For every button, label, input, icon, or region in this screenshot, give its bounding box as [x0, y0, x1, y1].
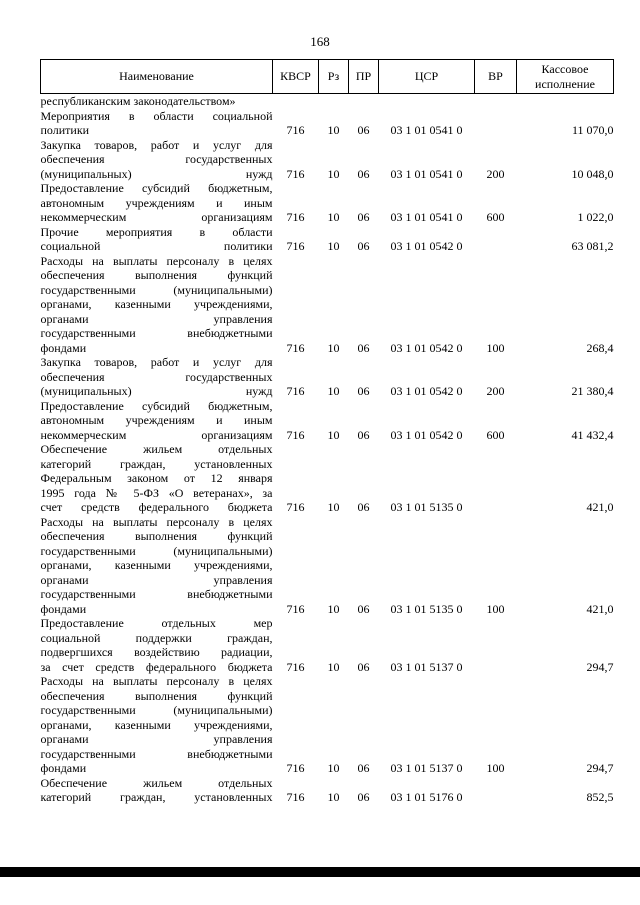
row-vr: 200 — [486, 166, 505, 181]
row-pr: 06 — [357, 123, 370, 137]
row-vr: 100 — [486, 601, 505, 616]
row-amount — [517, 94, 614, 109]
row-rz: 10 — [327, 427, 340, 442]
row-pr — [349, 94, 379, 109]
row-name-line: некоммерческим организациям — [40, 210, 273, 224]
row-name-line: государственными внебюджетными — [40, 746, 273, 761]
row-name-line: за счет средств федерального бюджета — [40, 659, 273, 674]
table-row — [41, 674, 614, 776]
row-name-line: 1995 года № 5-ФЗ «О ветеранах», за — [40, 485, 273, 500]
row-csr: 03 1 01 0541 0 — [390, 166, 463, 181]
table-row — [41, 399, 614, 443]
header-rz: Рз — [319, 60, 349, 94]
row-kvsr: 716 — [286, 500, 305, 514]
row-name — [41, 399, 273, 443]
row-csr: 03 1 01 0542 0 — [390, 384, 463, 398]
row-name-line: Расходы на выплаты персоналу в целях — [40, 253, 273, 268]
row-csr: 03 1 01 5135 0 — [390, 500, 463, 514]
row-amount: 21 380,4 — [571, 384, 614, 398]
row-csr: 03 1 01 5176 0 — [390, 790, 463, 804]
row-name-line: автономным учреждениям и иным — [40, 195, 273, 210]
table-header-row — [41, 60, 614, 94]
row-name — [41, 515, 273, 617]
row-amount: 10 048,0 — [571, 166, 614, 181]
row-csr: 03 1 01 0541 0 — [390, 123, 463, 137]
row-kvsr: 716 — [286, 601, 305, 616]
row-name-line: фондами — [40, 340, 87, 355]
page-number: 168 — [310, 34, 330, 49]
row-name-line: Предоставление отдельных мер — [40, 616, 273, 630]
row-name-line: обеспечения государственных — [40, 152, 273, 166]
table-row — [41, 138, 614, 182]
row-name-line: автономным учреждениям и иным — [40, 413, 273, 427]
row-pr: 06 — [357, 500, 370, 514]
row-csr: 03 1 01 5137 0 — [390, 659, 463, 674]
row-kvsr: 716 — [286, 239, 305, 253]
row-name-line: обеспечения государственных — [40, 369, 273, 384]
row-pr: 06 — [357, 659, 370, 674]
row-rz — [319, 94, 349, 109]
row-name-line: Обеспечение жильем отдельных — [40, 775, 273, 790]
row-name-line: государственными (муниципальными) — [40, 703, 273, 717]
row-pr: 06 — [357, 427, 370, 442]
row-name — [41, 225, 273, 254]
row-name — [41, 109, 273, 138]
row-name-line: (муниципальных) нужд — [40, 166, 273, 181]
row-kvsr: 716 — [286, 166, 305, 181]
table-row — [41, 776, 614, 805]
row-name-line: государственными (муниципальными) — [40, 282, 273, 297]
table-row — [41, 225, 614, 254]
row-name-line: Прочие мероприятия в области — [40, 224, 273, 239]
row-rz: 10 — [327, 123, 340, 137]
row-pr: 06 — [357, 166, 370, 181]
row-kvsr: 716 — [286, 340, 305, 355]
budget-table — [40, 59, 614, 805]
row-amount: 268,4 — [586, 340, 614, 355]
row-kvsr: 716 — [286, 659, 305, 674]
row-amount: 11 070,0 — [571, 123, 614, 137]
row-rz: 10 — [327, 500, 340, 514]
row-amount: 421,0 — [586, 500, 614, 514]
row-rz: 10 — [327, 601, 340, 616]
row-name — [41, 674, 273, 776]
row-vr: 600 — [486, 427, 505, 442]
row-rz: 10 — [327, 659, 340, 674]
table-row — [41, 616, 614, 674]
row-rz: 10 — [327, 384, 340, 398]
row-amount: 421,0 — [586, 601, 614, 616]
header-vr: ВР — [475, 60, 517, 94]
row-name — [41, 254, 273, 356]
row-name-line: Федеральным законом от 12 января — [40, 471, 273, 485]
row-csr: 03 1 01 0541 0 — [390, 210, 463, 224]
row-kvsr: 716 — [286, 384, 305, 398]
header-amount-line2: исполнение — [535, 76, 595, 91]
row-name-line: Обеспечение жильем отдельных — [40, 442, 273, 456]
scan-border-bar — [0, 867, 640, 877]
row-pr: 06 — [357, 340, 370, 355]
row-vr — [475, 776, 517, 805]
row-kvsr: 716 — [286, 761, 305, 775]
row-name — [41, 355, 273, 399]
row-name-line: социальной политики — [40, 239, 273, 253]
row-name-line: категорий граждан, установленных — [40, 790, 273, 804]
row-name — [41, 181, 273, 225]
row-name-line: Закупка товаров, работ и услуг для — [40, 137, 273, 152]
row-vr — [475, 442, 517, 515]
table-row — [41, 355, 614, 399]
row-name-line: Закупка товаров, работ и услуг для — [40, 355, 273, 369]
row-name-line: категорий граждан, установленных — [40, 456, 273, 471]
header-amount — [517, 60, 614, 94]
row-name-line: органами управления — [40, 311, 273, 326]
row-kvsr: 716 — [286, 427, 305, 442]
row-name-line: фондами — [40, 601, 87, 616]
row-name-line: некоммерческим организациям — [40, 427, 273, 442]
row-name-line: Предоставление субсидий бюджетным, — [40, 181, 273, 195]
row-name-line: обеспечения выполнения функций — [40, 268, 273, 282]
row-pr: 06 — [357, 601, 370, 616]
row-name — [41, 94, 273, 109]
row-kvsr: 716 — [286, 123, 305, 137]
row-rz: 10 — [327, 166, 340, 181]
row-name — [41, 138, 273, 182]
row-name-line: Расходы на выплаты персоналу в целях — [40, 514, 273, 529]
row-name-line: обеспечения выполнения функций — [40, 529, 273, 543]
table-row — [41, 109, 614, 138]
table-row — [41, 515, 614, 617]
row-vr: 200 — [486, 384, 505, 398]
row-name-line: органами, казенными учреждениями, — [40, 558, 273, 572]
row-name-line: фондами — [40, 761, 87, 775]
header-csr: ЦСР — [379, 60, 475, 94]
table-body — [41, 94, 614, 805]
row-name-line: государственными внебюджетными — [40, 326, 273, 340]
table-row — [41, 94, 614, 109]
header-kvsr: КВСР — [273, 60, 319, 94]
row-kvsr — [273, 94, 319, 109]
row-csr: 03 1 01 5135 0 — [390, 601, 463, 616]
row-name-line: (муниципальных) нужд — [40, 384, 273, 398]
row-name-line: счет средств федерального бюджета — [40, 500, 273, 514]
row-name-line: государственными (муниципальными) — [40, 543, 273, 558]
table-row — [41, 254, 614, 356]
row-amount: 294,7 — [586, 761, 614, 775]
row-vr: 100 — [486, 340, 505, 355]
row-pr: 06 — [357, 210, 370, 224]
row-name-line: обеспечения выполнения функций — [40, 688, 273, 703]
row-vr — [475, 109, 517, 138]
row-amount: 63 081,2 — [571, 239, 614, 253]
row-rz: 10 — [327, 239, 340, 253]
row-pr: 06 — [357, 384, 370, 398]
row-name-line: органами управления — [40, 572, 273, 587]
row-pr: 06 — [357, 761, 370, 775]
header-name: Наименование — [41, 60, 273, 94]
row-name-line: Мероприятия в области социальной — [40, 108, 273, 123]
row-csr: 03 1 01 0542 0 — [390, 427, 463, 442]
row-rz: 10 — [327, 761, 340, 775]
row-vr: 100 — [486, 761, 505, 775]
row-rz: 10 — [327, 210, 340, 224]
table-row — [41, 442, 614, 515]
row-name-line: органами, казенными учреждениями, — [40, 717, 273, 732]
row-name — [41, 616, 273, 674]
row-pr: 06 — [357, 790, 370, 804]
row-csr: 03 1 01 5137 0 — [390, 761, 463, 775]
row-name-line: республиканским законодательством» — [40, 94, 236, 108]
table-row — [41, 181, 614, 225]
row-vr: 600 — [486, 210, 505, 224]
row-name-line: Предоставление субсидий бюджетным, — [40, 398, 273, 413]
row-name-line: Расходы на выплаты персоналу в целях — [40, 674, 273, 688]
row-amount: 41 432,4 — [571, 427, 614, 442]
row-rz: 10 — [327, 340, 340, 355]
header-amount-line1: Кассовое — [541, 61, 589, 76]
row-vr — [475, 225, 517, 254]
row-vr — [475, 94, 517, 109]
row-name-line: политики — [40, 123, 90, 137]
header-pr: ПР — [349, 60, 379, 94]
row-name-line: социальной поддержки граждан, — [40, 630, 273, 645]
row-name — [41, 776, 273, 805]
row-rz: 10 — [327, 790, 340, 804]
row-csr: 03 1 01 0542 0 — [390, 340, 463, 355]
row-amount: 294,7 — [586, 659, 614, 674]
row-pr: 06 — [357, 239, 370, 253]
row-amount: 1 022,0 — [577, 210, 614, 224]
row-name-line: органами, казенными учреждениями, — [40, 297, 273, 311]
row-kvsr: 716 — [286, 790, 305, 804]
row-kvsr: 716 — [286, 210, 305, 224]
row-amount: 852,5 — [586, 790, 614, 804]
row-vr — [475, 616, 517, 674]
row-name-line: органами управления — [40, 732, 273, 746]
row-name-line: государственными внебюджетными — [40, 587, 273, 601]
row-name-line: подвергшихся воздействию радиации, — [40, 645, 273, 659]
row-csr — [379, 94, 475, 109]
row-csr: 03 1 01 0542 0 — [390, 239, 463, 253]
row-name — [41, 442, 273, 515]
